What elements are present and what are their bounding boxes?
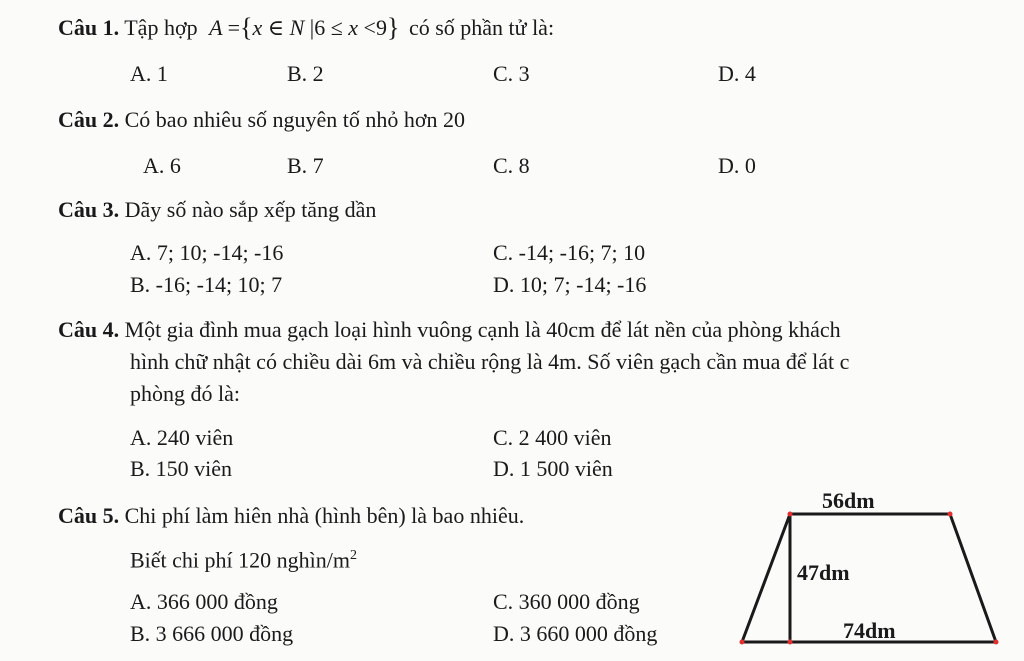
q4-option-d[interactable]: D. 1 500 viên xyxy=(493,456,613,481)
q1-option-c[interactable]: C. 3 xyxy=(493,61,530,86)
q2-option-c[interactable]: C. 8 xyxy=(493,153,530,178)
cost-exponent: 2 xyxy=(350,548,357,563)
q4-option-a[interactable]: A. 240 viên xyxy=(130,425,234,450)
set-var-2: x xyxy=(348,15,359,40)
question-1-text-after: có số phần tử là: xyxy=(408,15,555,40)
q2-option-b[interactable]: B. 7 xyxy=(287,153,324,178)
q4-option-c[interactable]: C. 2 400 viên xyxy=(493,425,612,450)
figure-top-label: 56dm xyxy=(822,488,875,513)
question-4-label: Câu 4. xyxy=(58,317,120,342)
question-5-text: Chi phí làm hiên nhà (hình bên) là bao nhiêu. xyxy=(124,503,525,528)
question-4-line-2: hình chữ nhật có chiều dài 6m và chiều rộng là 4m. Số viên gạch cần mua để lát c xyxy=(130,349,850,374)
q2-option-a[interactable]: A. 6 xyxy=(143,153,181,178)
vertex-bottom-left xyxy=(740,640,745,645)
q1-option-d[interactable]: D. 4 xyxy=(718,61,756,86)
elem-symbol: ∈ xyxy=(267,15,285,40)
question-5-label: Câu 5. xyxy=(58,503,120,528)
vertex-top-left xyxy=(788,512,793,517)
question-2-text: Có bao nhiêu số nguyên tố nhỏ hơn 20 xyxy=(124,107,466,132)
q3-option-a[interactable]: A. 7; 10; -14; -16 xyxy=(130,240,284,265)
set-domain: N xyxy=(289,15,305,40)
question-1-text-before: Tập hợp xyxy=(124,15,198,40)
q4-option-b[interactable]: B. 150 viên xyxy=(130,456,233,481)
q1-option-b[interactable]: B. 2 xyxy=(287,61,324,86)
set-high: 9 xyxy=(375,15,387,40)
vertex-bottom-right xyxy=(994,640,999,645)
figure-height-label: 47dm xyxy=(797,560,850,585)
question-4-line-1: Một gia đình mua gạch loại hình vuông cạnh là 40cm để lát nền của phòng khách xyxy=(124,317,841,342)
q2-option-d[interactable]: D. 0 xyxy=(718,153,756,178)
set-low: 6 xyxy=(314,15,326,40)
q5-option-d[interactable]: D. 3 660 000 đồng xyxy=(493,621,658,646)
q3-option-d[interactable]: D. 10; 7; -14; -16 xyxy=(493,272,647,297)
q3-option-b[interactable]: B. -16; -14; 10; 7 xyxy=(130,272,283,297)
cost-text: Biết chi phí 120 nghìn/m xyxy=(130,547,350,573)
q3-option-c[interactable]: C. -14; -16; 7; 10 xyxy=(493,240,646,265)
q5-option-c[interactable]: C. 360 000 đồng xyxy=(493,589,640,614)
q5-option-a[interactable]: A. 366 000 đồng xyxy=(130,589,278,614)
question-2-label: Câu 2. xyxy=(58,107,120,132)
set-expression: A ={x ∈ N |6 ≤ x <9} xyxy=(209,13,400,42)
set-var: x xyxy=(252,15,263,40)
q5-option-b[interactable]: B. 3 666 000 đồng xyxy=(130,621,294,646)
set-name: A xyxy=(209,15,223,40)
vertex-foot xyxy=(788,640,793,645)
figure-bottom-label: 74dm xyxy=(843,618,896,643)
question-1-label: Câu 1. xyxy=(58,15,120,40)
question-3-text: Dãy số nào sắp xếp tăng dần xyxy=(124,197,377,222)
question-4-line-3: phòng đó là: xyxy=(130,381,240,406)
le-symbol: ≤ xyxy=(330,15,343,40)
lt-symbol: < xyxy=(363,15,376,40)
vertex-top-right xyxy=(948,512,953,517)
q1-option-a[interactable]: A. 1 xyxy=(130,61,168,86)
question-3-label: Câu 3. xyxy=(58,197,120,222)
